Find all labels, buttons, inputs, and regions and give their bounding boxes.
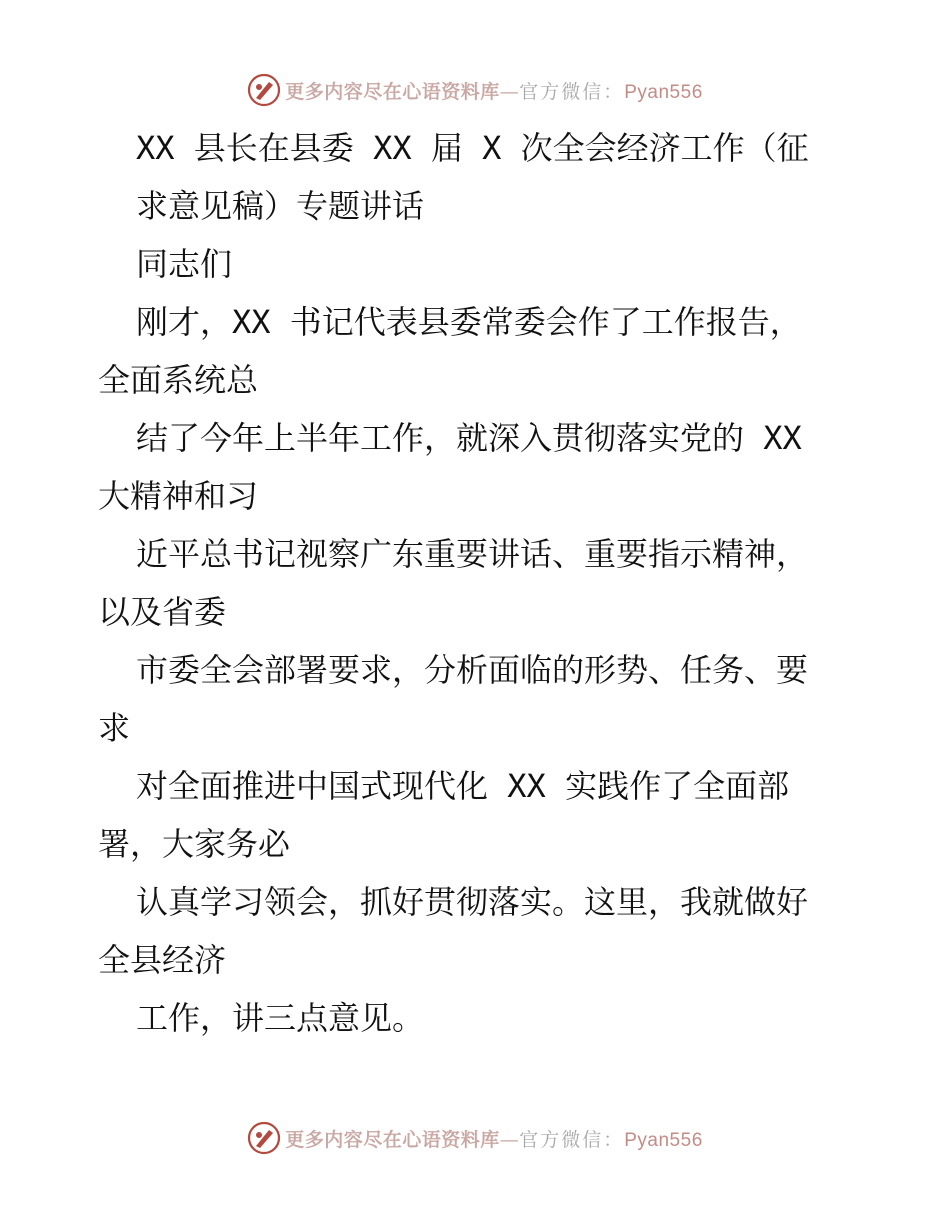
watermark-label: 官方微信： [519, 1128, 625, 1151]
body-line: 近平总书记视察广东重要讲话、重要指示精神， [136, 535, 809, 573]
watermark-account: Pyan556 [624, 1129, 703, 1151]
watermark-text [285, 1125, 703, 1152]
title-line-2: 求意见稿）专题讲话 [136, 187, 425, 225]
body-line: 对全面推进中国式现代化 XX 实践作了全面部 [136, 767, 790, 805]
body-line: 以及省委 [98, 593, 227, 631]
body-line: 求 [98, 709, 131, 747]
watermark-text [285, 77, 703, 104]
body-line: 结了今年上半年工作，就深入贯彻落实党的 XX [136, 419, 802, 457]
title-line-1: XX 县长在县委 XX 届 X 次全会经济工作（征 [136, 129, 809, 167]
header-watermark [0, 70, 950, 110]
watermark-label: 官方微信： [519, 80, 625, 103]
pen-logo-icon [247, 1121, 281, 1155]
footer-watermark [0, 1118, 950, 1158]
watermark-dash: — [499, 1128, 520, 1151]
body-line: 刚才，XX 书记代表县委常委会作了工作报告， [136, 303, 802, 341]
body-line: 大精神和习 [98, 477, 259, 515]
body-line: 全县经济 [98, 941, 227, 979]
body-line: 全面系统总 [98, 361, 259, 399]
body-line: 工作，讲三点意见。 [136, 999, 425, 1037]
body-line: 认真学习领会，抓好贯彻落实。这里，我就做好 [136, 883, 809, 921]
body-line: 署，大家务必 [98, 825, 291, 863]
watermark-account: Pyan556 [624, 81, 703, 103]
watermark-main: 更多内容尽在心语资料库 [285, 1128, 500, 1151]
body-line: 市委全会部署要求，分析面临的形势、任务、要 [136, 651, 809, 689]
salutation: 同志们 [136, 245, 233, 283]
pen-logo-icon [247, 73, 281, 107]
watermark-dash: — [499, 80, 520, 103]
watermark-main: 更多内容尽在心语资料库 [285, 80, 500, 103]
